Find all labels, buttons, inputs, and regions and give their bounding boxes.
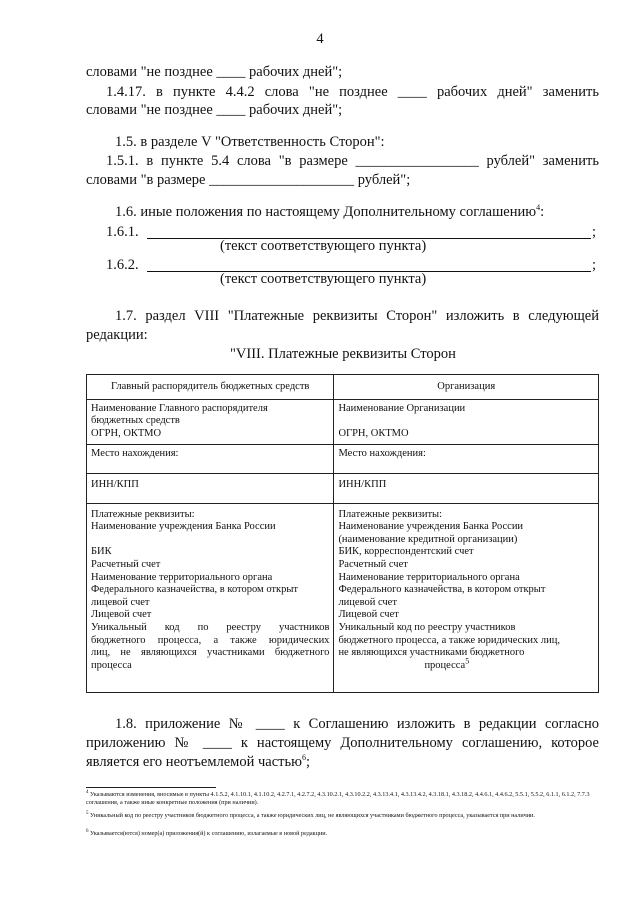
cell-line: Лицевой счет (338, 609, 399, 621)
p1-line3: словами "не позднее ____ рабочих дней"; (86, 102, 343, 118)
cell-line: Уникальный код по реестру участников (338, 621, 516, 633)
p1-line1: словами "не позднее ____ рабочих дней"; (86, 64, 343, 80)
footnote-ref-4: 4 (536, 203, 541, 213)
s17-heading: "VIII. Платежные реквизиты Сторон (230, 346, 456, 362)
col1-header: Главный распорядитель бюджетных средств (87, 375, 334, 400)
footnote-4 (86, 791, 599, 807)
cell-line: бюджетного процесса, а также юридических (91, 634, 330, 646)
cell-line: лицевой счет (338, 596, 397, 608)
cell-line: Наименование территориального органа (91, 571, 273, 583)
s16-item2-caption: (текст соответствующего пункта) (220, 271, 427, 287)
cell-line: Расчетный счет (91, 558, 161, 570)
cell-line: Наименование учреждения Банка России (338, 521, 524, 533)
cell-text: процесса (424, 659, 466, 671)
cell-line: Наименование Главного распорядителя (91, 402, 268, 414)
footnote-num: 6 (86, 828, 89, 834)
s16-title (115, 204, 544, 221)
s16-title-text: 1.6. иные положения по настоящему Дополнительному соглашению (115, 204, 537, 220)
cell-line: лицевой счет (91, 596, 150, 608)
s17-line2: редакции: (86, 327, 148, 343)
footnote-5 (86, 812, 599, 820)
cell-line: Наименование Организации (338, 402, 466, 414)
table-row (87, 503, 599, 693)
cell-line: Наименование учреждения Банка России (91, 521, 276, 533)
cell-line: Расчетный счет (338, 558, 408, 570)
s18-line3-text: является его неотъемлемой частью (86, 754, 302, 770)
cell-line: ОГРН, ОКТМО (338, 427, 409, 439)
footnote-text: Указываются изменения, вносимые в пункты 4.1.5.2, 4.1.10.1, 4.1.10.2, 4.2.7.1, 4.2.7.2, 4.3.10.2.1, 4.3.10.2.2, 4.3.13.4.1, 4.3.13.4.2, 4.3.18.1, 4.3.18.2, 4.4.6.1, 4.4.6.2, 5.5.1, 5.5.2, 6.1.1, 6.1.2, 7.7.3 соглашения, а также иные конкретные положения (при наличии). (86, 791, 590, 806)
s17-line1: 1.7. раздел VIII "Платежные реквизиты Сторон" изложить в следующей (115, 308, 599, 324)
cell-line: Место нахождения: (338, 448, 426, 460)
cell-line: БИК (91, 546, 112, 558)
s18-line3 (86, 754, 310, 771)
table-row (87, 399, 599, 445)
cell-line: Платежные реквизиты: (91, 508, 195, 520)
cell-line: ИНН/КПП (338, 478, 387, 490)
cell-line: БИК, корреспондентский счет (338, 546, 474, 558)
col2-header: Организация (334, 375, 599, 400)
cell-line: бюджетных средств (91, 415, 180, 427)
cell-line: лиц, не являющихся участниками бюджетного (91, 647, 330, 659)
cell-line: ИНН/КПП (91, 478, 139, 490)
s18-line2: приложению № ____ к настоящему Дополнительному соглашению, которое (86, 735, 599, 751)
s16-title-end: : (540, 204, 545, 220)
s18-line1: 1.8. приложение № ____ к Соглашению изложить в редакции согласно (115, 716, 599, 732)
footnote-num: 5 (86, 810, 89, 816)
cell-line (91, 534, 329, 547)
footnote-ref-6: 6 (301, 753, 306, 763)
s16-item2-label: 1.6.2. (106, 257, 139, 273)
footnote-text: Уникальный код по реестру участников бюджетного процесса, а также юридических лиц, не являющихся участниками бюджетного процесса, указывается при наличии. (90, 812, 535, 819)
cell-line: Уникальный код по реестру участников (91, 621, 330, 633)
cell-line (338, 656, 594, 673)
cell-line: Наименование территориального органа (338, 571, 520, 583)
footnote-num: 4 (86, 789, 89, 795)
cell-line: (наименование кредитной организации) (338, 533, 518, 545)
cell-line: процесса (91, 659, 132, 671)
s18-line3-end: ; (305, 754, 310, 770)
footnote-6 (86, 830, 599, 838)
s16-item1-caption: (текст соответствующего пункта) (220, 238, 427, 254)
cell-line: ОГРН, ОКТМО (91, 427, 162, 439)
page-number: 4 (316, 31, 324, 47)
cell-line: не являющихся участниками бюджетного (338, 647, 525, 659)
cell-line: Место нахождения: (91, 448, 179, 460)
table-header-row (87, 375, 599, 400)
cell-line (338, 415, 594, 428)
s15-line2: словами "в размере ____________________ рублей"; (86, 172, 411, 188)
s16-item1-label: 1.6.1. (106, 224, 139, 240)
cell-line: Федерального казначейства, в котором открыт (338, 584, 546, 596)
s16-item2-end: ; (592, 257, 597, 273)
footnote-ref-5: 5 (465, 656, 470, 666)
cell-line: Федерального казначейства, в котором открыт (91, 584, 299, 596)
s16-item1-end: ; (592, 224, 597, 240)
footnote-text: Указывается(ются) номер(а) приложения(й) к соглашению, излагаемые в новой редакции. (90, 830, 328, 837)
cell-line: Лицевой счет (91, 609, 152, 621)
footnote-separator (86, 787, 216, 788)
cell-line: Платежные реквизиты: (338, 508, 443, 520)
p1-line2: 1.4.17. в пункте 4.4.2 слова "не позднее ____ рабочих дней" заменить (106, 84, 599, 100)
table-row (87, 445, 599, 474)
requisites-table (86, 374, 599, 693)
cell-line: бюджетного процесса, а также юридических лиц, (338, 634, 561, 646)
s15-line1: 1.5.1. в пункте 5.4 слова "в размере _________________ рублей" заменить (106, 153, 599, 169)
s15-title: 1.5. в разделе V "Ответственность Сторон": (115, 134, 385, 150)
table-row (87, 473, 599, 503)
